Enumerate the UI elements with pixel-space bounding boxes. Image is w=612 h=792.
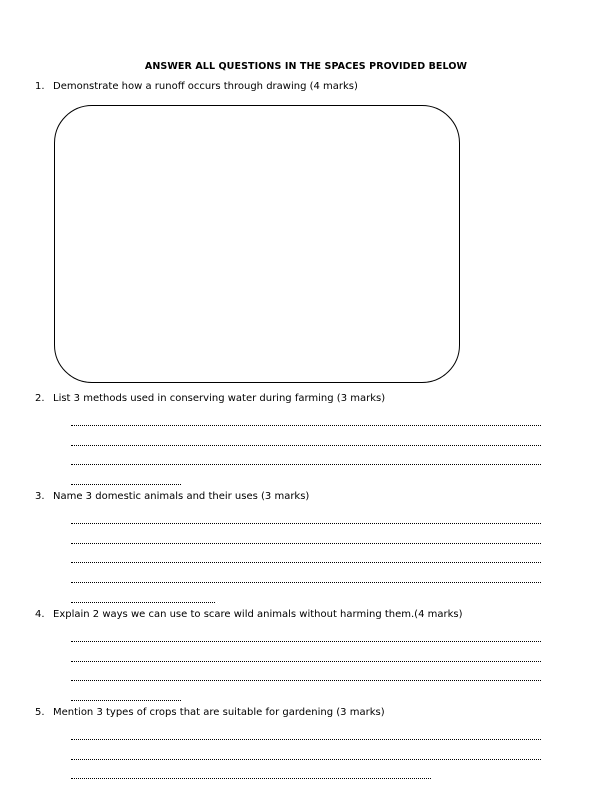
answer-line[interactable] bbox=[71, 700, 181, 701]
answer-line[interactable] bbox=[71, 484, 181, 485]
answer-line[interactable] bbox=[71, 425, 541, 426]
drawing-box[interactable] bbox=[54, 105, 460, 383]
answer-line[interactable] bbox=[71, 582, 541, 583]
answer-line[interactable] bbox=[71, 562, 541, 563]
question-2 bbox=[35, 393, 385, 404]
answer-line[interactable] bbox=[71, 543, 541, 544]
question-3 bbox=[35, 491, 309, 502]
question-text: Explain 2 ways we can use to scare wild animals without harming them.(4 marks) bbox=[53, 609, 463, 620]
answer-line[interactable] bbox=[71, 680, 541, 681]
answer-line[interactable] bbox=[71, 641, 541, 642]
answer-line[interactable] bbox=[71, 602, 215, 603]
answer-line[interactable] bbox=[71, 661, 541, 662]
question-1 bbox=[35, 81, 358, 92]
answer-line[interactable] bbox=[71, 445, 541, 446]
question-number: 3. bbox=[35, 491, 45, 502]
answer-line[interactable] bbox=[71, 523, 541, 524]
question-text: Demonstrate how a runoff occurs through drawing (4 marks) bbox=[53, 81, 358, 92]
answer-line[interactable] bbox=[71, 464, 541, 465]
question-number: 4. bbox=[35, 609, 45, 620]
question-text: Name 3 domestic animals and their uses (3 marks) bbox=[53, 491, 310, 502]
answer-line[interactable] bbox=[71, 778, 431, 779]
question-number: 2. bbox=[35, 393, 45, 404]
question-number: 1. bbox=[35, 81, 45, 92]
question-4 bbox=[35, 609, 463, 620]
answer-line[interactable] bbox=[71, 739, 541, 740]
question-text: List 3 methods used in conserving water during farming (3 marks) bbox=[53, 393, 386, 404]
answer-line[interactable] bbox=[71, 759, 541, 760]
question-5 bbox=[35, 707, 385, 718]
question-number: 5. bbox=[35, 707, 45, 718]
question-text: Mention 3 types of crops that are suitable for gardening (3 marks) bbox=[53, 707, 385, 718]
page-heading: ANSWER ALL QUESTIONS IN THE SPACES PROVIDED BELOW bbox=[144, 61, 468, 72]
